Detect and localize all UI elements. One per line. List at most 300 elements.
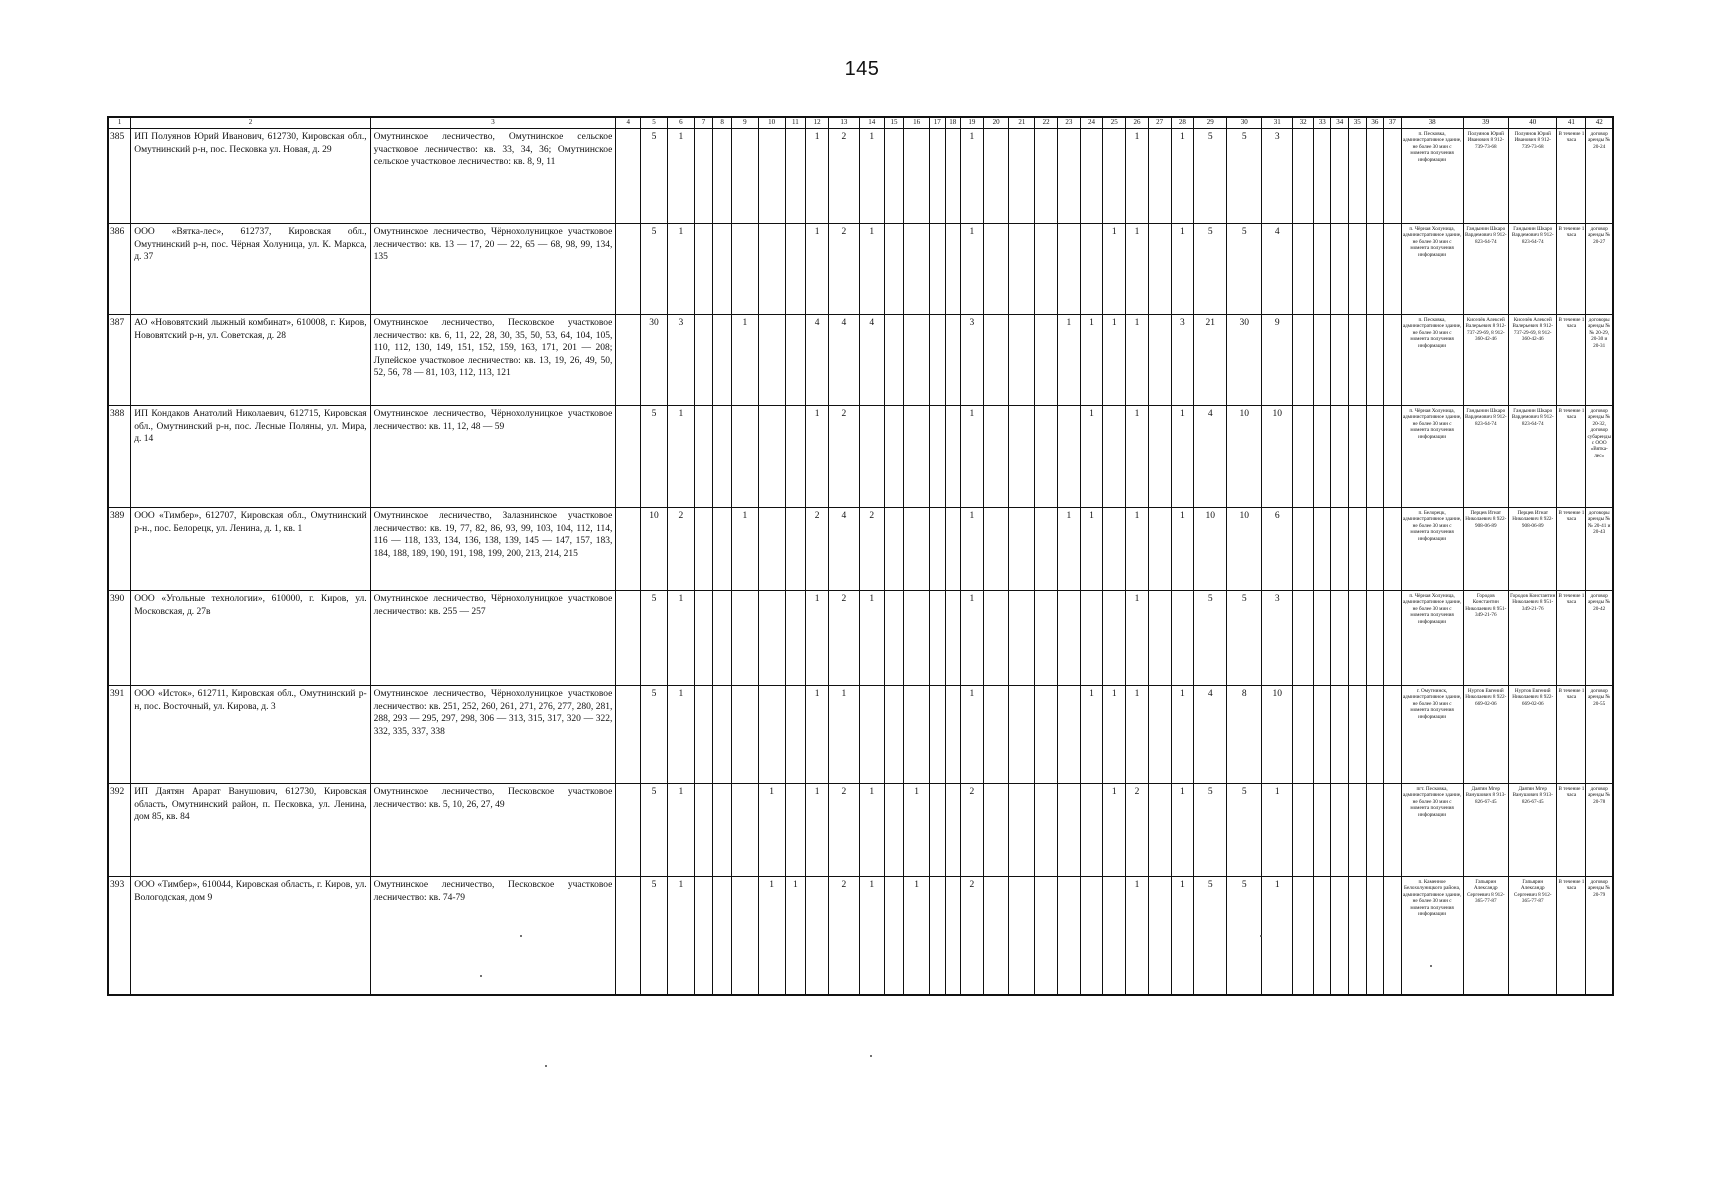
resource-count-cell: 5 — [641, 591, 668, 686]
column-number-row — [108, 117, 1613, 129]
resource-count-cell: 3 — [667, 315, 694, 406]
resource-count-cell — [1009, 508, 1035, 591]
resource-count-cell: 5 — [1227, 224, 1262, 315]
row-number: 385 — [108, 129, 131, 224]
resource-count-cell: 1 — [1171, 406, 1194, 508]
resource-count-cell — [1035, 784, 1058, 877]
resource-count-cell — [1384, 129, 1402, 224]
resource-count-cell — [806, 877, 829, 995]
resource-count-cell — [884, 315, 904, 406]
response-time-cell: В течение 1 часа — [1557, 591, 1586, 686]
resource-count-cell: 1 — [667, 686, 694, 784]
resource-count-cell — [1035, 129, 1058, 224]
scan-speck — [480, 975, 482, 977]
resource-count-cell — [1349, 224, 1367, 315]
resource-count-cell: 1 — [1057, 508, 1080, 591]
column-number: 28 — [1171, 117, 1194, 129]
resource-count-cell — [1080, 129, 1103, 224]
resource-count-cell — [983, 129, 1009, 224]
resource-count-cell: 5 — [641, 784, 668, 877]
forestry-location-cell: Омутнинское лесничество, Чёрнохолуницкое участковое лесничество: кв. 251, 252, 260, 261, 271, 276, 277, 280, 281, 288, 293 — 295, 297, 298, 306 — 313, 315, 317, 320 — 322, 332, 335, 337, 338 — [370, 686, 616, 784]
resource-count-cell — [904, 315, 930, 406]
resource-count-cell — [1384, 508, 1402, 591]
column-number: 33 — [1313, 117, 1331, 129]
resource-count-cell: 1 — [1126, 591, 1149, 686]
resource-count-cell — [1313, 591, 1331, 686]
resource-count-cell: 2 — [828, 224, 859, 315]
resource-count-cell: 2 — [828, 877, 859, 995]
organization-cell: ООО «Угольные технологии», 610000, г. Киров, ул. Московская, д. 27в — [131, 591, 370, 686]
column-number: 1 — [108, 117, 131, 129]
resource-count-cell — [785, 315, 806, 406]
resource-count-cell — [1080, 877, 1103, 995]
column-number: 30 — [1227, 117, 1262, 129]
resource-count-cell — [785, 129, 806, 224]
resource-count-cell: 1 — [1057, 315, 1080, 406]
resource-count-cell: 1 — [960, 129, 983, 224]
contract-cell: договоры аренды №№ 20-41 и 20-43 — [1586, 508, 1613, 591]
resource-count-cell — [1331, 224, 1349, 315]
resource-count-cell: 10 — [1194, 508, 1227, 591]
resource-count-cell — [1057, 129, 1080, 224]
column-number: 26 — [1126, 117, 1149, 129]
resource-count-cell — [1293, 315, 1314, 406]
organization-cell: ИП Кондаков Анатолий Николаевич, 612715, Кировская обл., Омутнинский р-н, пос. Лесные Поляны, ул. Мира, д. 14 — [131, 406, 370, 508]
resource-count-cell — [983, 508, 1009, 591]
response-time-cell: В течение 1 часа — [1557, 686, 1586, 784]
resource-count-cell — [1035, 686, 1058, 784]
contract-cell: договор аренды № 20-78 — [1586, 784, 1613, 877]
resource-count-cell: 4 — [828, 315, 859, 406]
registry-table — [107, 116, 1614, 996]
resource-count-cell: 10 — [641, 508, 668, 591]
resource-count-cell: 21 — [1194, 315, 1227, 406]
resource-count-cell: 1 — [1171, 686, 1194, 784]
resource-count-cell — [1293, 591, 1314, 686]
resource-count-cell: 2 — [828, 406, 859, 508]
resource-count-cell — [930, 686, 945, 784]
resource-count-cell — [1331, 686, 1349, 784]
forestry-location-cell: Омутнинское лесничество, Песковское участковое лесничество: кв. 74-79 — [370, 877, 616, 995]
responsible-person-cell: Киселёв Алексей Валерьевич 8 912-737-29-69, 8 912-360-42-46 — [1463, 315, 1508, 406]
resource-count-cell: 1 — [1171, 877, 1194, 995]
resource-count-cell — [1313, 129, 1331, 224]
column-number: 34 — [1331, 117, 1349, 129]
row-number: 390 — [108, 591, 131, 686]
resource-count-cell — [930, 591, 945, 686]
resource-count-cell: 6 — [1262, 508, 1293, 591]
resource-count-cell — [1035, 591, 1058, 686]
responsible-person-cell: Перцев Игнат Николаевич 8 922-908-06-89 — [1463, 508, 1508, 591]
resource-count-cell: 8 — [1227, 686, 1262, 784]
resource-count-cell — [930, 784, 945, 877]
resource-count-cell — [758, 315, 785, 406]
resource-count-cell — [1349, 406, 1367, 508]
resource-count-cell — [694, 224, 713, 315]
forestry-location-cell: Омутнинское лесничество, Чёрнохолуницкое участковое лесничество: кв. 13 — 17, 20 — 22, 65 — 68, 98, 99, 134, 135 — [370, 224, 616, 315]
resource-count-cell — [731, 224, 758, 315]
resource-count-cell — [1148, 877, 1171, 995]
resource-count-cell: 2 — [960, 784, 983, 877]
resource-count-cell: 5 — [641, 224, 668, 315]
resource-count-cell — [884, 406, 904, 508]
resource-count-cell: 4 — [806, 315, 829, 406]
table-row — [108, 508, 1613, 591]
resource-count-cell — [859, 686, 884, 784]
resource-count-cell — [1009, 129, 1035, 224]
forestry-location-cell: Омутнинское лесничество, Песковское участковое лесничество: кв. 5, 10, 26, 27, 49 — [370, 784, 616, 877]
column-number: 13 — [828, 117, 859, 129]
resource-count-cell — [731, 877, 758, 995]
resource-count-cell: 10 — [1227, 508, 1262, 591]
resource-count-cell — [945, 591, 960, 686]
resource-count-cell — [983, 315, 1009, 406]
organization-cell: ООО «Тимбер», 610044, Кировская область, г. Киров, ул. Вологодская, дом 9 — [131, 877, 370, 995]
response-place-cell: г. Омутнинск, административное здание, не более 30 мин с момента получения информации — [1401, 686, 1463, 784]
resource-count-cell: 1 — [1262, 784, 1293, 877]
resource-count-cell — [884, 784, 904, 877]
resource-count-cell: 5 — [641, 686, 668, 784]
resource-count-cell — [731, 686, 758, 784]
resource-count-cell — [1080, 224, 1103, 315]
resource-count-cell: 1 — [1126, 877, 1149, 995]
resource-count-cell — [1293, 508, 1314, 591]
resource-count-cell — [1349, 686, 1367, 784]
column-number: 27 — [1148, 117, 1171, 129]
resource-count-cell — [731, 406, 758, 508]
organization-cell: ИП Полуянов Юрий Иванович, 612730, Кировская обл., Омутнинский р-н, пос. Песковка ул. Новая, д. 29 — [131, 129, 370, 224]
resource-count-cell: 2 — [806, 508, 829, 591]
column-number: 36 — [1366, 117, 1384, 129]
resource-count-cell — [945, 784, 960, 877]
resource-count-cell — [1148, 508, 1171, 591]
resource-count-cell — [1009, 315, 1035, 406]
resource-count-cell — [1009, 224, 1035, 315]
resource-count-cell — [1331, 129, 1349, 224]
resource-count-cell: 1 — [859, 877, 884, 995]
resource-count-cell: 1 — [1171, 129, 1194, 224]
forestry-location-cell: Омутнинское лесничество, Залазнинское участковое лесничество: кв. 19, 77, 82, 86, 93, 99, 103, 104, 112, 114, 116 — 118, 133, 134, 136, 138, 139, 145 — 147, 157, 183, 184, 188, 189, 190, 191, 198, 199, 200, 213, 214, 215 — [370, 508, 616, 591]
resource-count-cell — [1366, 784, 1384, 877]
resource-count-cell — [694, 315, 713, 406]
resource-count-cell: 2 — [1126, 784, 1149, 877]
resource-count-cell — [1148, 315, 1171, 406]
resource-count-cell: 10 — [1262, 686, 1293, 784]
resource-count-cell: 1 — [806, 784, 829, 877]
resource-count-cell: 5 — [1194, 784, 1227, 877]
resource-count-cell: 1 — [1126, 224, 1149, 315]
resource-count-cell — [616, 129, 641, 224]
resource-count-cell — [930, 315, 945, 406]
table-row — [108, 686, 1613, 784]
resource-count-cell: 2 — [667, 508, 694, 591]
resource-count-cell: 1 — [731, 315, 758, 406]
resource-count-cell: 5 — [641, 129, 668, 224]
column-number: 16 — [904, 117, 930, 129]
resource-count-cell: 1 — [1126, 315, 1149, 406]
response-time-cell: В течение 1 часа — [1557, 784, 1586, 877]
response-time-cell: В течение 1 часа — [1557, 315, 1586, 406]
column-number: 2 — [131, 117, 370, 129]
resource-count-cell: 1 — [960, 508, 983, 591]
resource-count-cell — [904, 406, 930, 508]
resource-count-cell — [1103, 406, 1126, 508]
resource-count-cell — [1148, 406, 1171, 508]
row-number: 389 — [108, 508, 131, 591]
resource-count-cell — [694, 591, 713, 686]
row-number: 391 — [108, 686, 131, 784]
contact-person-cell: Гандынин Шкаро Вардемович 8 912-823-64-74 — [1508, 224, 1557, 315]
response-time-cell: В течение 1 часа — [1557, 508, 1586, 591]
table-row — [108, 784, 1613, 877]
resource-count-cell — [1349, 508, 1367, 591]
resource-count-cell — [1035, 224, 1058, 315]
table-row — [108, 591, 1613, 686]
resource-count-cell — [694, 406, 713, 508]
resource-count-cell — [1349, 591, 1367, 686]
response-time-cell: В течение 1 часа — [1557, 129, 1586, 224]
resource-count-cell — [758, 591, 785, 686]
resource-count-cell — [1313, 686, 1331, 784]
resource-count-cell — [945, 406, 960, 508]
resource-count-cell — [1057, 591, 1080, 686]
resource-count-cell: 5 — [641, 406, 668, 508]
resource-count-cell: 3 — [1262, 591, 1293, 686]
contract-cell: договор аренды № 20-55 — [1586, 686, 1613, 784]
column-number: 5 — [641, 117, 668, 129]
response-place-cell: пгт. Песковка, административное здание, не более 30 мин с момента получения информации — [1401, 784, 1463, 877]
column-number: 40 — [1508, 117, 1557, 129]
contract-cell: договоры аренды №№ 20-29, 20-30 и 20-31 — [1586, 315, 1613, 406]
column-number: 21 — [1009, 117, 1035, 129]
resource-count-cell: 1 — [960, 591, 983, 686]
column-number: 10 — [758, 117, 785, 129]
resource-count-cell: 1 — [1080, 508, 1103, 591]
column-number: 19 — [960, 117, 983, 129]
column-number: 7 — [694, 117, 713, 129]
resource-count-cell: 1 — [731, 508, 758, 591]
resource-count-cell: 1 — [1126, 508, 1149, 591]
resource-count-cell — [1171, 591, 1194, 686]
resource-count-cell — [616, 686, 641, 784]
resource-count-cell: 1 — [1126, 406, 1149, 508]
resource-count-cell: 1 — [758, 877, 785, 995]
responsible-person-cell: Городов Константин Николаевич 8 951-349-21-76 — [1463, 591, 1508, 686]
resource-count-cell — [616, 406, 641, 508]
resource-count-cell: 5 — [1194, 877, 1227, 995]
resource-count-cell — [983, 224, 1009, 315]
response-time-cell: В течение 1 часа — [1557, 406, 1586, 508]
resource-count-cell — [1293, 686, 1314, 784]
resource-count-cell: 1 — [667, 224, 694, 315]
resource-count-cell — [884, 591, 904, 686]
resource-count-cell — [758, 406, 785, 508]
resource-count-cell — [758, 508, 785, 591]
column-number: 9 — [731, 117, 758, 129]
resource-count-cell — [1057, 877, 1080, 995]
resource-count-cell: 1 — [1171, 508, 1194, 591]
resource-count-cell: 1 — [904, 877, 930, 995]
resource-count-cell: 3 — [1171, 315, 1194, 406]
contact-person-cell: Нуртов Евгений Николаевич 8 922-669-02-06 — [1508, 686, 1557, 784]
resource-count-cell — [983, 406, 1009, 508]
resource-count-cell — [1035, 315, 1058, 406]
resource-count-cell: 5 — [1194, 591, 1227, 686]
resource-count-cell — [694, 508, 713, 591]
resource-count-cell — [904, 129, 930, 224]
resource-count-cell — [616, 224, 641, 315]
resource-count-cell: 4 — [859, 315, 884, 406]
resource-count-cell — [1349, 877, 1367, 995]
resource-count-cell: 5 — [1227, 784, 1262, 877]
contact-person-cell: Даятян Мгер Ванушович 8 913-826-67-45 — [1508, 784, 1557, 877]
resource-count-cell — [1009, 591, 1035, 686]
resource-count-cell — [1331, 784, 1349, 877]
resource-count-cell — [1148, 224, 1171, 315]
resource-count-cell — [1080, 784, 1103, 877]
resource-count-cell — [1148, 686, 1171, 784]
resource-count-cell — [1057, 784, 1080, 877]
resource-count-cell — [731, 784, 758, 877]
resource-count-cell — [945, 224, 960, 315]
resource-count-cell: 5 — [1194, 224, 1227, 315]
resource-count-cell — [713, 224, 732, 315]
resource-count-cell — [1148, 129, 1171, 224]
column-number: 31 — [1262, 117, 1293, 129]
contact-person-cell: Гапьярин Александр Сергеевич 8 912-365-77-87 — [1508, 877, 1557, 995]
resource-count-cell — [1057, 224, 1080, 315]
resource-count-cell — [616, 591, 641, 686]
resource-count-cell: 1 — [960, 224, 983, 315]
table-row — [108, 129, 1613, 224]
resource-count-cell — [884, 129, 904, 224]
resource-count-cell: 1 — [859, 784, 884, 877]
resource-count-cell — [1331, 508, 1349, 591]
resource-count-cell — [1366, 686, 1384, 784]
resource-count-cell — [983, 591, 1009, 686]
resource-count-cell — [1293, 129, 1314, 224]
responsible-person-cell: Гапьярин Александр Сергеевич 8 912-365-77-87 — [1463, 877, 1508, 995]
resource-count-cell — [713, 508, 732, 591]
resource-count-cell — [1384, 784, 1402, 877]
response-place-cell: п. Песковка, административное здание, не более 30 мин с момента получения информации — [1401, 315, 1463, 406]
resource-count-cell — [713, 129, 732, 224]
contact-person-cell: Городов Константин Николаевич 8 951-349-21-76 — [1508, 591, 1557, 686]
resource-count-cell — [1349, 784, 1367, 877]
response-place-cell: п. Песковка, административное здание, не более 30 мин с момента получения информации — [1401, 129, 1463, 224]
column-number: 41 — [1557, 117, 1586, 129]
resource-count-cell — [1366, 129, 1384, 224]
resource-count-cell: 1 — [859, 129, 884, 224]
contract-cell: договор аренды № 20-27 — [1586, 224, 1613, 315]
resource-count-cell — [1035, 508, 1058, 591]
resource-count-cell: 5 — [641, 877, 668, 995]
resource-count-cell: 1 — [1171, 224, 1194, 315]
resource-count-cell — [1366, 508, 1384, 591]
resource-count-cell — [945, 686, 960, 784]
contract-cell: договор аренды № 20-32, договор субаренды с ООО «Вятка-лес» — [1586, 406, 1613, 508]
resource-count-cell: 1 — [828, 686, 859, 784]
resource-count-cell — [1384, 315, 1402, 406]
resource-count-cell — [1313, 315, 1331, 406]
resource-count-cell — [1103, 591, 1126, 686]
resource-count-cell — [904, 224, 930, 315]
resource-count-cell: 1 — [1103, 686, 1126, 784]
resource-count-cell — [1313, 877, 1331, 995]
resource-count-cell — [1148, 784, 1171, 877]
resource-count-cell: 3 — [960, 315, 983, 406]
resource-count-cell: 5 — [1194, 129, 1227, 224]
response-time-cell: В течение 1 часа — [1557, 224, 1586, 315]
resource-count-cell — [945, 508, 960, 591]
resource-count-cell — [1035, 877, 1058, 995]
resource-count-cell — [945, 129, 960, 224]
column-number: 6 — [667, 117, 694, 129]
resource-count-cell — [904, 508, 930, 591]
resource-count-cell — [1384, 877, 1402, 995]
resource-count-cell — [713, 315, 732, 406]
resource-count-cell — [1366, 315, 1384, 406]
resource-count-cell: 1 — [859, 591, 884, 686]
response-place-cell: п. Каменное Белохолуницкого района, административное здание, не более 30 мин с момента получения информации — [1401, 877, 1463, 995]
scan-speck — [1430, 965, 1432, 967]
resource-count-cell: 1 — [1262, 877, 1293, 995]
resource-count-cell — [1103, 508, 1126, 591]
resource-count-cell: 1 — [758, 784, 785, 877]
resource-count-cell — [1366, 591, 1384, 686]
responsible-person-cell: Гандынин Шкаро Вардемович 8 912-823-64-74 — [1463, 406, 1508, 508]
contact-person-cell: Полуянов Юрий Иванович 8 912-739-73-68 — [1508, 129, 1557, 224]
resource-count-cell — [983, 877, 1009, 995]
column-number: 4 — [616, 117, 641, 129]
row-number: 388 — [108, 406, 131, 508]
resource-count-cell — [713, 406, 732, 508]
resource-count-cell: 1 — [806, 129, 829, 224]
resource-count-cell: 2 — [828, 784, 859, 877]
resource-count-cell: 10 — [1262, 406, 1293, 508]
responsible-person-cell: Полуянов Юрий Иванович 8 912-739-73-68 — [1463, 129, 1508, 224]
resource-count-cell — [1349, 315, 1367, 406]
organization-cell: ООО «Тимбер», 612707, Кировская обл., Омутнинский р-н., пос. Белорецк, ул. Ленина, д. 1, кв. 1 — [131, 508, 370, 591]
resource-count-cell — [1331, 877, 1349, 995]
resource-count-cell: 1 — [1103, 784, 1126, 877]
responsible-person-cell: Даятян Мгер Ванушович 8 913-826-67-45 — [1463, 784, 1508, 877]
resource-count-cell — [1366, 877, 1384, 995]
resource-count-cell — [731, 591, 758, 686]
resource-count-cell — [758, 224, 785, 315]
resource-count-cell — [616, 315, 641, 406]
resource-count-cell — [1057, 686, 1080, 784]
resource-count-cell — [1009, 406, 1035, 508]
column-number: 39 — [1463, 117, 1508, 129]
scan-speck — [1260, 935, 1262, 937]
resource-count-cell — [945, 877, 960, 995]
resource-count-cell — [884, 508, 904, 591]
resource-count-cell: 4 — [1262, 224, 1293, 315]
column-number: 17 — [930, 117, 945, 129]
resource-count-cell: 9 — [1262, 315, 1293, 406]
resource-count-cell — [713, 784, 732, 877]
resource-count-cell — [785, 406, 806, 508]
resource-count-cell — [1349, 129, 1367, 224]
contract-cell: договор аренды № 20-42 — [1586, 591, 1613, 686]
resource-count-cell: 1 — [806, 591, 829, 686]
resource-count-cell — [758, 129, 785, 224]
organization-cell: ООО «Вятка-лес», 612737, Кировская обл., Омутнинский р-н, пос. Чёрная Холуница, ул. К. Маркса, д. 37 — [131, 224, 370, 315]
column-number: 32 — [1293, 117, 1314, 129]
resource-count-cell: 5 — [1227, 877, 1262, 995]
resource-count-cell: 1 — [960, 406, 983, 508]
